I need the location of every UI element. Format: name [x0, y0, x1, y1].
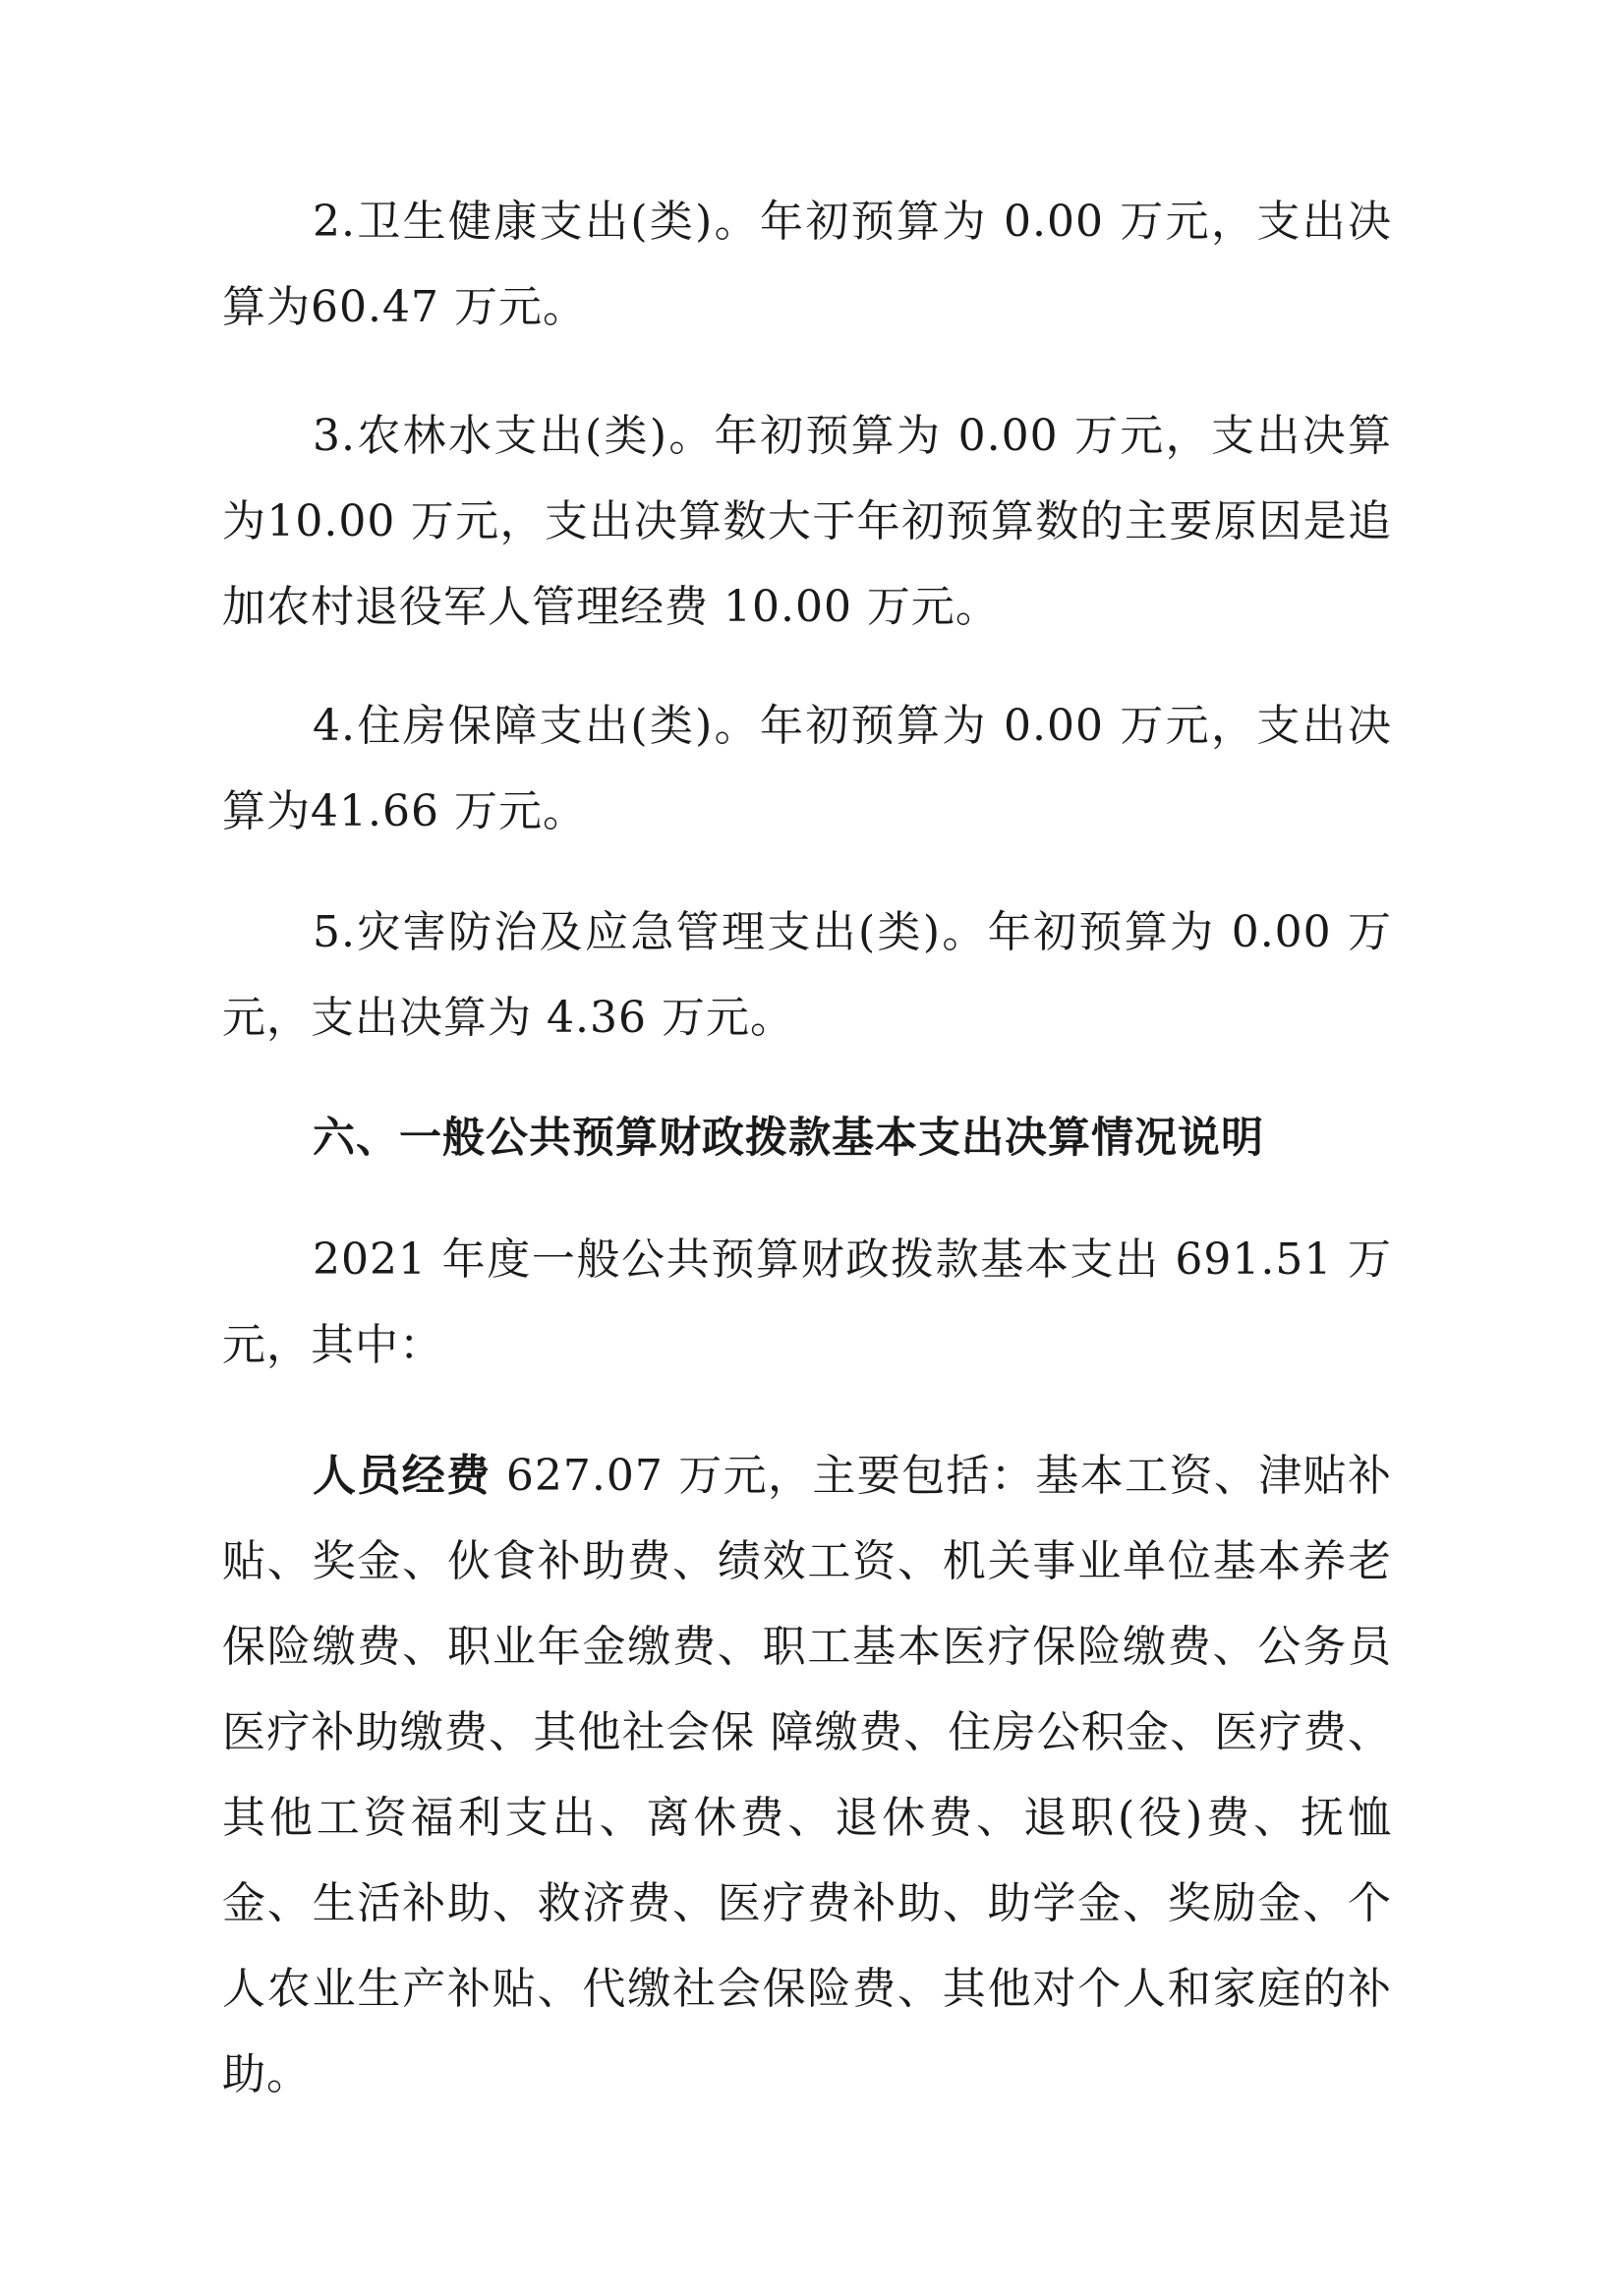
paragraph-disaster-expenditure: 5.灾害防治及应急管理支出(类)。年初预算为 0.00 万元，支出决算为 4.36 万元。 [222, 907, 1392, 1043]
paragraph-personnel-expenses [222, 1433, 1392, 2117]
section-heading: 六、一般公共预算财政拨款基本支出决算情况说明 [313, 1114, 1264, 1163]
personnel-expenses-label: 人员经费 [313, 1451, 492, 1501]
personnel-expenses-text: 627.07 万元，主要包括：基本工资、津贴补贴、奖金、伙食补助费、绩效工资、机关事业单位基本养老保险缴费、职业年金缴费、职工基本医疗保险缴费、公务员医疗补助缴费、其他社会保 障缴费、住房公积金、医疗费、其他工资福利支出、离休费、退休费、退职(役)费、抚恤金、生活补助、救济费、医疗费补助、助学金、奖励金、个人农业生产补贴、代缴社会保险费、其他对个人和家庭的补助。 [222, 1451, 1393, 2099]
paragraph-housing-expenditure: 4.住房保障支出(类)。年初预算为 0.00 万元，支出决算为41.66 万元。 [222, 701, 1392, 836]
paragraph-agriculture-expenditure: 3.农林水支出(类)。年初预算为 0.00 万元，支出决算为10.00 万元，支出决算数大于年初预算数的主要原因是追加农村退役军人管理经费 10.00 万元。 [222, 411, 1392, 632]
paragraph-basic-expenditure-summary: 2021 年度一般公共预算财政拨款基本支出 691.51 万元，其中： [222, 1234, 1392, 1370]
paragraph-health-expenditure: 2.卫生健康支出(类)。年初预算为 0.00 万元，支出决算为60.47 万元。 [222, 197, 1392, 332]
